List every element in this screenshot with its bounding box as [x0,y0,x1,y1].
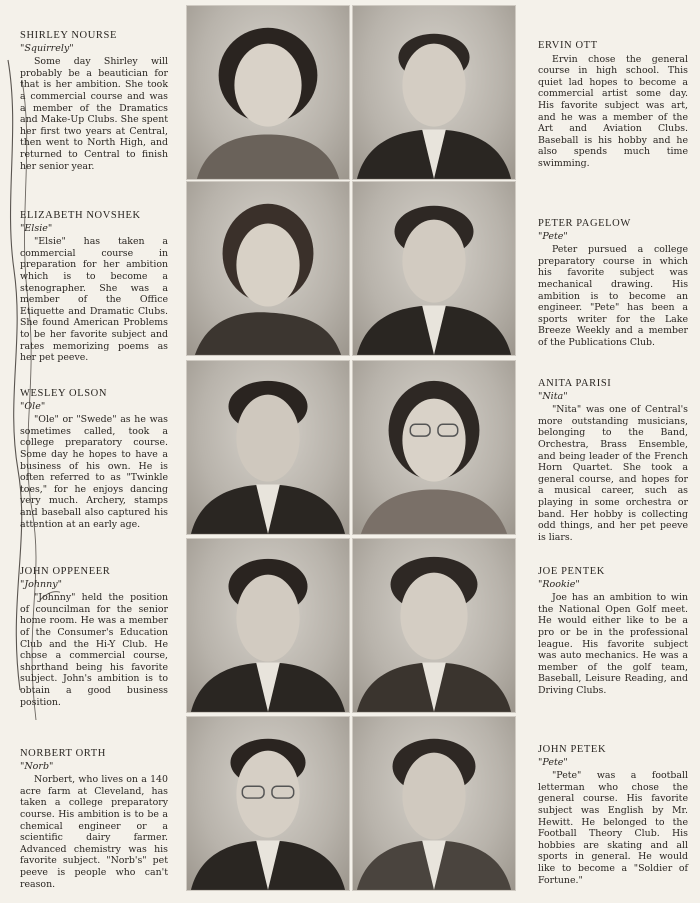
portrait-john-oppeneer [186,538,350,713]
portrait-john-petek [352,716,516,891]
student-nickname: "Rookie" [538,578,580,590]
student-name: ANITA PARISI [538,378,612,389]
bio-john-oppeneer [20,566,168,708]
student-bio: "Ole" or "Swede" as he was sometimes called, took a college preparatory course. Some day he hopes to have a business of his own. He is often referred to as "Twinkle toes," for he enjoys dancing very much. Archery, stamps and baseball also captured his attention at an early age. [20,414,168,530]
student-bio: "Pete" was a football letterman who chose the general course. His favorite subject was English by Mr. Hewitt. He belonged to the Football Theory Club. His hobbies are skating and all sports in general. He would like to become a "Soldier of Fortune." [538,770,688,886]
student-bio: Joe has an ambition to win the National Open Golf meet. He would either like to be a pro or be in the professional league. His favorite subject was auto mechanics. He was a member of the golf team, Baseball, Leisure Reading, and Driving Clubs. [538,592,688,696]
student-nickname: "Nita" [538,390,568,402]
student-name: PETER PAGELOW [538,218,631,229]
portrait-peter-pagelow [352,181,516,356]
student-nickname: "Elsie" [20,222,53,234]
student-bio: Some day Shirley will probably be a beautician for that is her ambition. She took a commercial course and was a member of the Dramatics and Make-Up Clubs. She spent her first two years at Central, then went to North High, and returned to Central to finish her senior year. [20,56,168,172]
portrait-shirley-nourse [186,5,350,180]
portrait-norbert-orth [186,716,350,891]
student-bio: Norbert, who lives on a 140 acre farm at Cleveland, has taken a college preparatory course. His ambition is to be a chemical engineer or a scientific dairy farmer. Advanced chemistry was his favorite subject. "Norb's" pet peeve is people who can't reason. [20,774,168,890]
bio-joe-pentek [538,566,688,697]
bio-norbert-orth [20,748,168,890]
bio-elizabeth-novshek [20,210,168,364]
student-name: ERVIN OTT [538,40,598,51]
student-name: JOHN PETEK [538,744,607,755]
student-nickname: "Squirrely" [20,42,74,54]
student-nickname: "Norb" [20,760,54,772]
student-nickname: "Johnny" [20,578,62,590]
portrait-joe-pentek [352,538,516,713]
bio-ervin-ott [538,40,688,170]
student-bio: Ervin chose the general course in high school. This quiet lad hopes to become a commercial artist some day. His favorite subject was art, and he was a member of the Art and Aviation Clubs. Baseball is his hobby and he also spends much time swimming. [538,53,688,169]
portrait-ervin-ott [352,5,516,180]
student-nickname: "Pete" [538,756,568,768]
student-nickname: "Ole" [20,400,46,412]
student-name: JOHN OPPENEER [20,566,111,577]
student-nickname: "Pete" [538,230,568,242]
bio-john-petek [538,744,688,886]
student-name: JOE PENTEK [538,566,605,577]
student-name: NORBERT ORTH [20,748,106,759]
student-bio: "Elsie" has taken a commercial course in preparation for her ambition which is to become a stenographer. She was a member of the Office Etiquette and Dramatic Clubs. She found American Problems to be her favorite subject and rates memorizing poems as her pet peeve. [20,236,168,364]
student-name: ELIZABETH NOVSHEK [20,210,141,221]
student-bio: "Nita" was one of Central's more outstanding musicians, belonging to the Band, Orchestra, Brass Ensemble, and being leader of the French Horn Quartet. She took a general course, and hopes for a musical career, such as playing in some orchestra or band. Her hobby is collecting odd things, and her pet peeve is liars. [538,404,688,543]
bio-wesley-olson [20,388,168,530]
bio-peter-pagelow [538,218,688,349]
bio-shirley-nourse [20,30,168,172]
bio-anita-parisi [538,378,688,543]
student-bio: Peter pursued a college preparatory course in which his favorite subject was mechanical drawing. His ambition is to become an engineer. "Pete" has been a sports writer for the Lake Breeze Weekly and a member of the Publications Club. [538,244,688,348]
portrait-elizabeth-novshek [186,181,350,356]
portrait-anita-parisi [352,360,516,535]
student-name: WESLEY OLSON [20,388,108,399]
student-name: SHIRLEY NOURSE [20,30,117,41]
student-bio: "Johnny" held the position of councilman for the senior home room. He was a member of the Consumer's Education Club and the Hi-Y Club. He chose a commercial course, shorthand being his favorite subject. John's ambition is to obtain a good business position. [20,592,168,708]
portrait-wesley-olson [186,360,350,535]
